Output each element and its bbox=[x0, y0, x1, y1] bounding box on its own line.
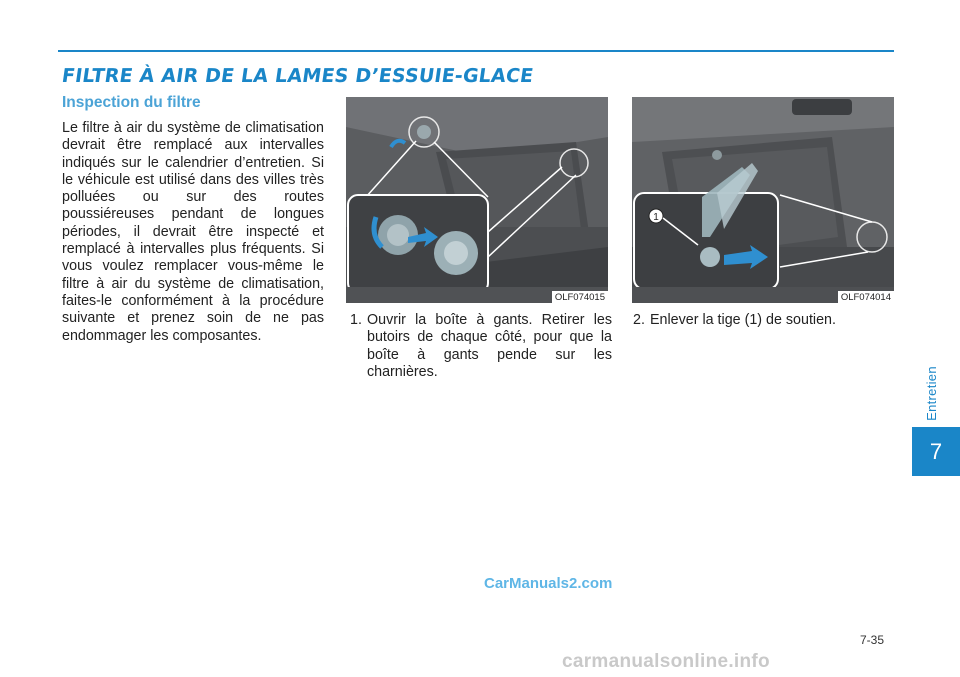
step-text: Ouvrir la boîte à gants. Retirer les butoirs de chaque côté, pour que la boîte à gants pende sur les charnières. bbox=[367, 312, 612, 380]
chapter-tab: 7 bbox=[912, 427, 960, 476]
body-paragraph: Le filtre à air du système de climatisation devrait être remplacé aux intervalles indiqués sur le calendrier d’entretien. Si le véhicule est utilisé dans des villes très polluées ou sur des routes poussiéreuses pendant de longues périodes, il devrait être inspecté et remplacé à intervalles plus fréquents. Si vous voulez remplacer vous-même le filtre à air du système de climatisation, faites-le conformément à la procédure suivante et prenez soin de ne pas endommager les composantes. bbox=[62, 120, 324, 344]
subsection-title: Inspection du filtre bbox=[62, 94, 201, 111]
section-title: FILTRE À AIR DE LA LAMES D’ESSUIE-GLACE bbox=[60, 65, 535, 87]
callout-number-1: 1 bbox=[653, 212, 659, 223]
figure-code: OLF074014 bbox=[838, 291, 894, 303]
support-rod-photo-illustration bbox=[632, 97, 894, 303]
figure-glovebox-stopper bbox=[346, 97, 608, 303]
figure-support-rod bbox=[632, 97, 894, 303]
watermark: CarManuals2.com bbox=[484, 575, 613, 592]
step-number: 2. bbox=[633, 312, 645, 328]
step-2 bbox=[633, 312, 895, 329]
page-number: 7-35 bbox=[860, 633, 885, 647]
chapter-label-text: Entretien bbox=[923, 365, 939, 421]
header-rule bbox=[58, 50, 894, 52]
step-number: 1. bbox=[350, 312, 362, 328]
figure-code: OLF074015 bbox=[552, 291, 608, 303]
step-text: Enlever la tige (1) de soutien. bbox=[650, 312, 836, 328]
bottom-watermark: carmanualsonline.info bbox=[562, 651, 770, 672]
chapter-label bbox=[911, 363, 951, 423]
step-1 bbox=[350, 312, 612, 381]
glovebox-photo-illustration bbox=[346, 97, 608, 303]
